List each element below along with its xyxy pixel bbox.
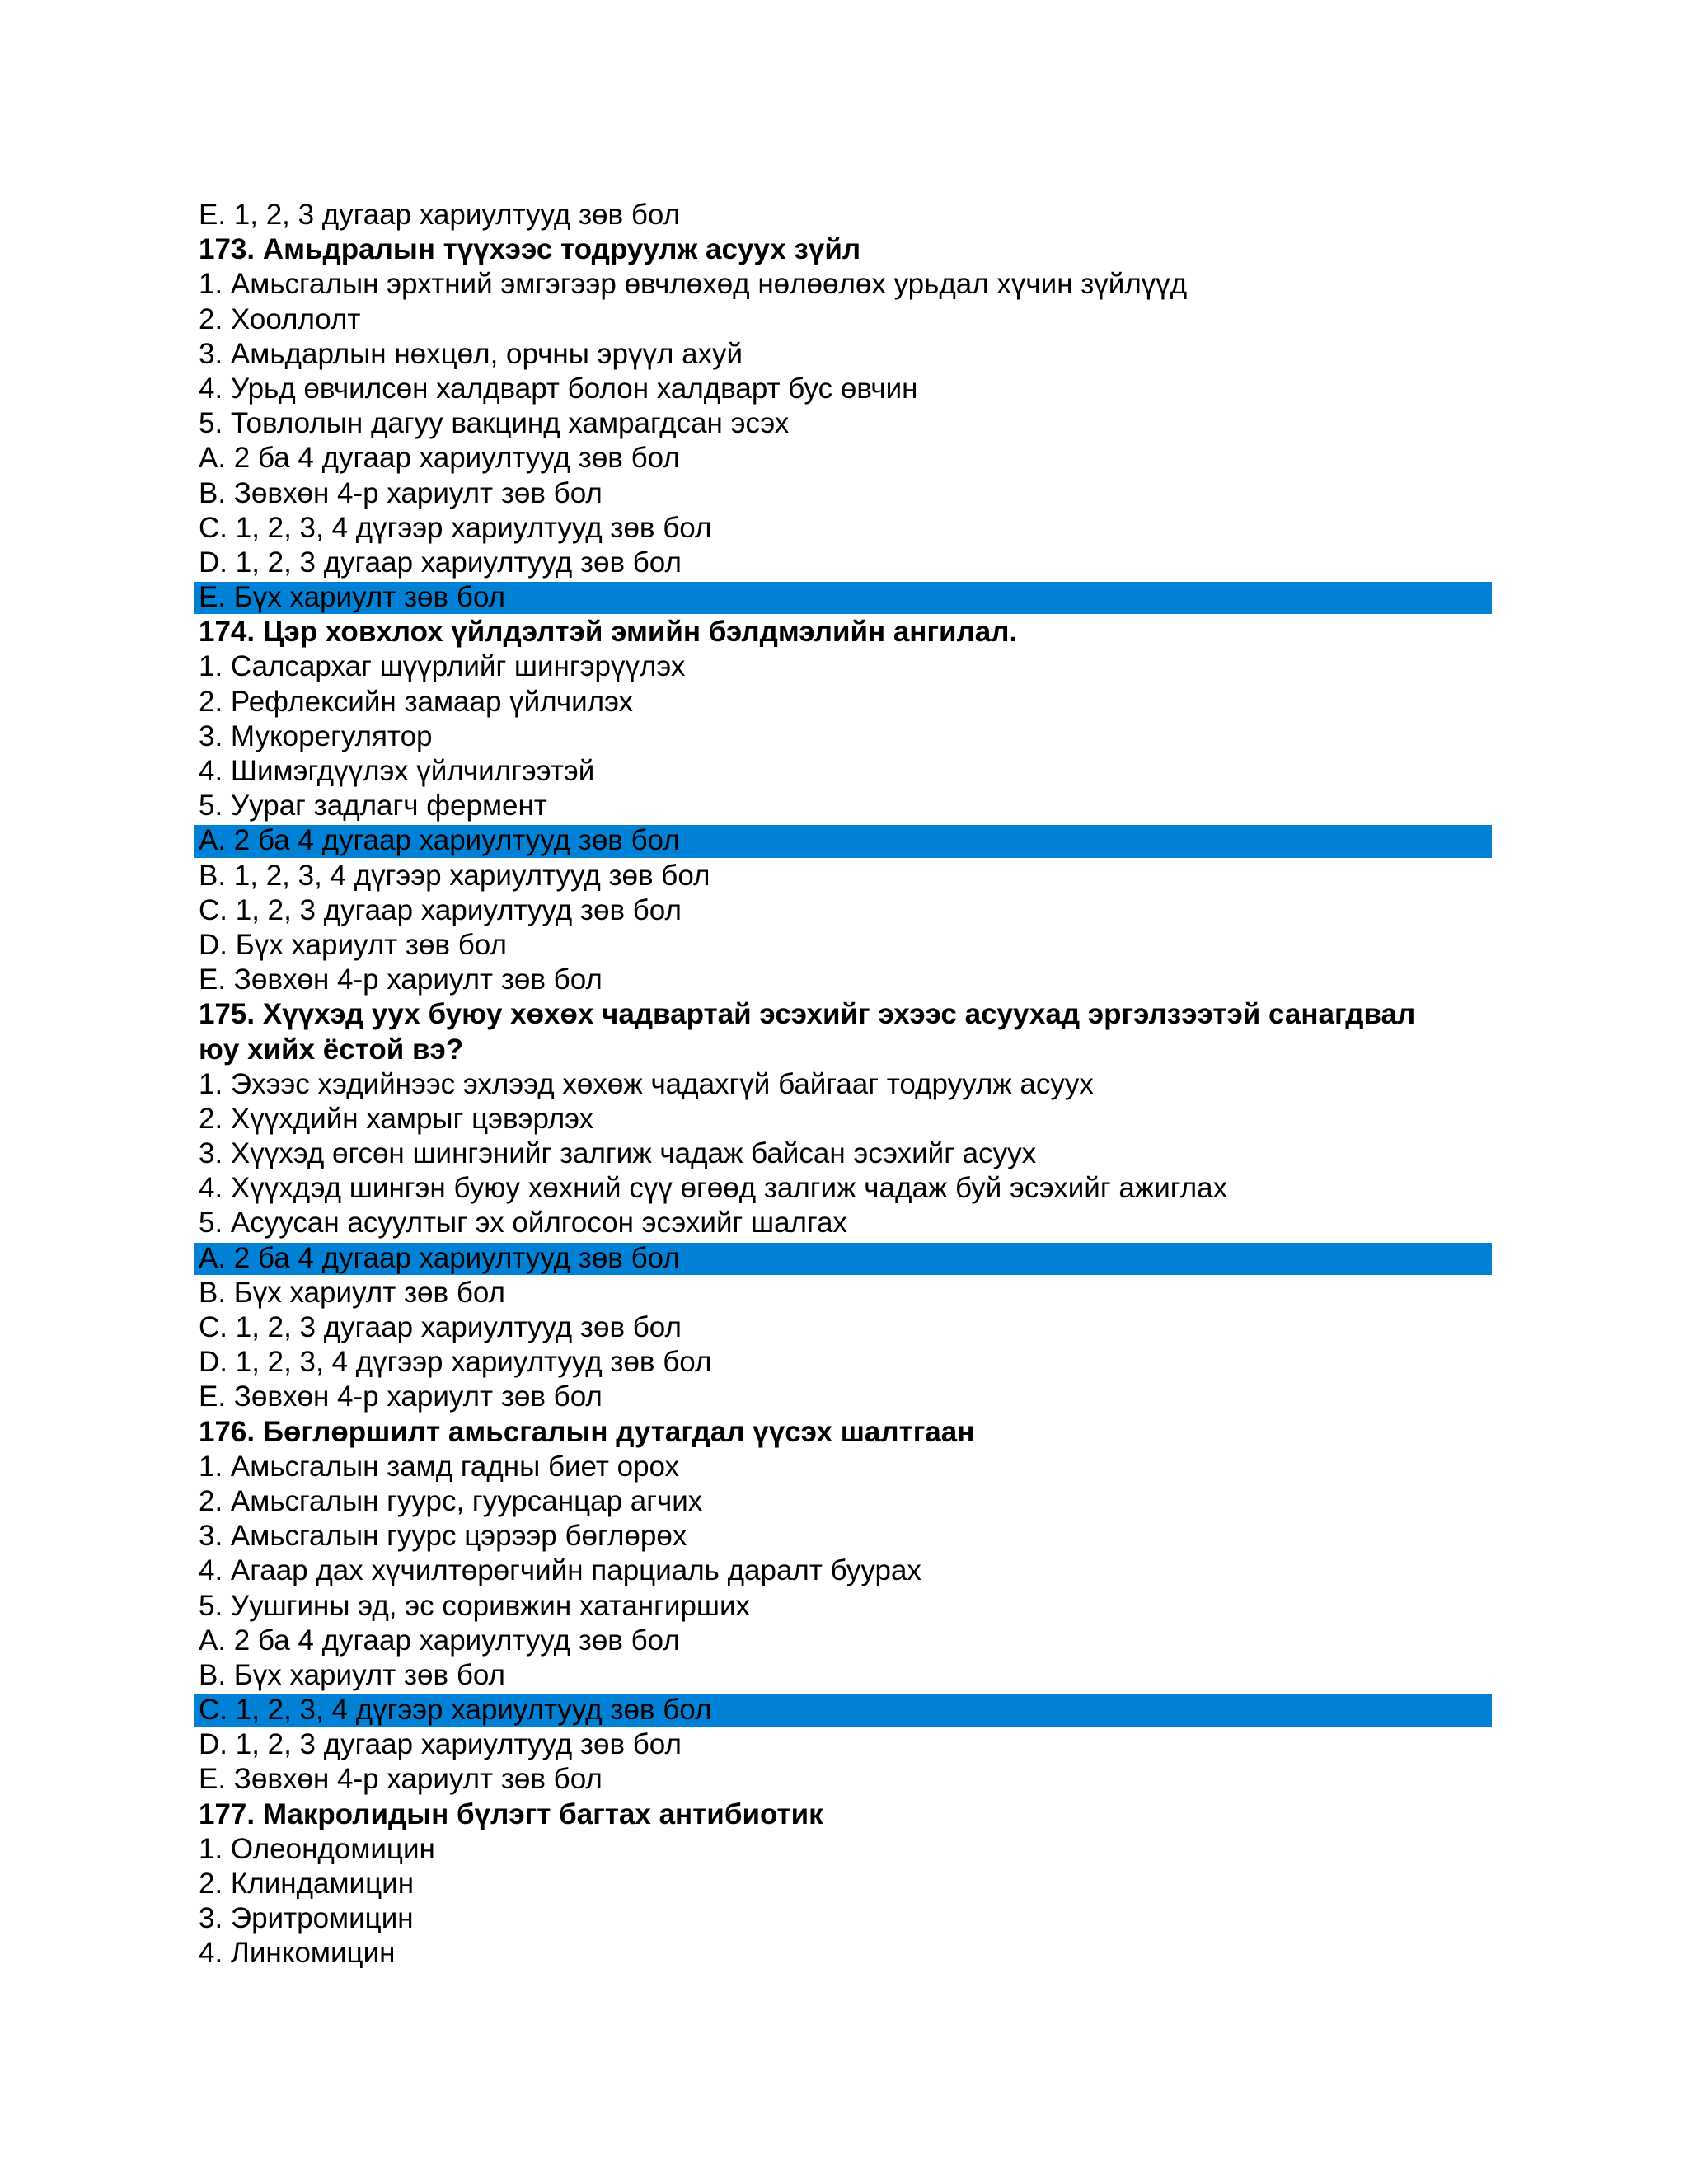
statement-item (0, 789, 1688, 823)
question-text (0, 615, 1688, 649)
line-text: A. 2 ба 4 дугаар хариултууд зөв бол (199, 824, 680, 857)
line-text: 4. Линкомицин (199, 1937, 396, 1970)
line-text: 4. Урьд өвчилсөн халдварт болон халдварт бус өвчин (199, 372, 918, 405)
line-text: 2. Клиндамицин (199, 1868, 415, 1900)
statement-item (0, 1484, 1688, 1519)
statement-item (0, 406, 1688, 441)
answer-option (0, 441, 1688, 476)
line-text: 175. Хүүхэд уух буюу хөхөх чадвартай эсэхийг эхээс асуухад эргэлзээтэй санагдвал (199, 998, 1416, 1031)
statement-item (0, 302, 1688, 337)
line-text: 177. Макролидын бүлэгт багтах антибиотик (199, 1797, 823, 1830)
statement-item (0, 372, 1688, 406)
document-page (0, 198, 1688, 1971)
statement-item (0, 754, 1688, 789)
line-text: 1. Эхээс хэдийнээс эхлээд хөхөж чадахгүй байгааг тодруулж асуух (199, 1067, 1094, 1100)
line-text: E. Зөвхөн 4-р хариулт зөв бол (199, 1763, 603, 1796)
line-text: 3. Мукорегулятор (199, 719, 433, 752)
line-text: B. Зөвхөн 4-р хариулт зөв бол (199, 476, 603, 509)
statement-item (0, 1519, 1688, 1554)
line-text: 4. Хүүхдэд шингэн буюу хөхний сүү өгөөд залгиж чадаж буй эсэхийг ажиглах (199, 1172, 1228, 1205)
statement-item (0, 1867, 1688, 1901)
line-text: 5. Уураг задлагч фермент (199, 790, 547, 823)
line-text: 2. Хүүхдийн хамрыг цэвэрлэх (199, 1102, 594, 1135)
answer-option (0, 963, 1688, 997)
answer-option (0, 1658, 1688, 1693)
statement-item (0, 649, 1688, 684)
line-text: D. 1, 2, 3, 4 дүгээр хариултууд зөв бол (199, 1346, 712, 1379)
line-text: 1. Амьсгалын эрхтний эмгэгээр өвчлөхөд нөлөөлөх урьдал хүчин зүйлүүд (199, 268, 1188, 301)
line-text: A. 2 ба 4 дугаар хариултууд зөв бол (199, 1624, 680, 1657)
statement-item (0, 1137, 1688, 1171)
answer-option (0, 1624, 1688, 1658)
answer-option (0, 198, 1688, 232)
line-text: юу хийх ёстой вэ? (199, 1033, 464, 1066)
line-text: 2. Рефлексийн замаар үйлчилэх (199, 685, 634, 718)
statement-item (0, 1450, 1688, 1484)
line-text: 5. Уушгины эд, эс соривжин хатангирших (199, 1589, 751, 1622)
statement-item (0, 1102, 1688, 1137)
line-text: 2. Хооллолт (199, 302, 361, 335)
statement-item (0, 719, 1688, 754)
line-text: 5. Товлолын дагуу вакцинд хамрагдсан эсэх (199, 407, 790, 440)
line-text: D. 1, 2, 3 дугаар хариултууд зөв бол (199, 546, 682, 579)
question-text (0, 232, 1688, 267)
line-text: C. 1, 2, 3, 4 дүгээр хариултууд зөв бол (199, 1694, 712, 1727)
line-text: 3. Хүүхэд өгсөн шингэнийг залгиж чадаж байсан эсэхийг асуух (199, 1137, 1037, 1170)
line-text: A. 2 ба 4 дугаар хариултууд зөв бол (199, 1241, 680, 1274)
line-text: D. 1, 2, 3 дугаар хариултууд зөв бол (199, 1728, 682, 1761)
answer-option-highlighted (0, 1241, 1688, 1276)
answer-option (0, 1276, 1688, 1310)
line-text: 3. Амьсгалын гуурс цэрээр бөглөрөх (199, 1520, 687, 1553)
question-text (0, 1415, 1688, 1450)
answer-option (0, 1727, 1688, 1762)
answer-option (0, 893, 1688, 928)
line-text: C. 1, 2, 3 дугаар хариултууд зөв бол (199, 1311, 682, 1343)
statement-item (0, 1206, 1688, 1240)
line-text: 1. Олеондомицин (199, 1832, 435, 1865)
statement-item (0, 1901, 1688, 1936)
line-text: A. 2 ба 4 дугаар хариултууд зөв бол (199, 442, 680, 475)
line-text: 3. Амьдарлын нөхцөл, орчны эрүүл ахуй (199, 337, 743, 370)
line-text: 2. Амьсгалын гуурс, гуурсанцар агчих (199, 1484, 703, 1517)
line-text: 4. Шимэгдүүлэх үйлчилгээтэй (199, 755, 595, 787)
answer-option (0, 476, 1688, 511)
line-text: 1. Салсархаг шүүрлийг шингэрүүлэх (199, 650, 686, 683)
statement-item (0, 1936, 1688, 1971)
question-text (0, 1797, 1688, 1832)
line-text: 176. Бөглөршилт амьсгалын дутагдал үүсэх шалтгаан (199, 1415, 975, 1448)
line-text: 5. Асуусан асуултыг эх ойлгосон эсэхийг шалгах (199, 1207, 847, 1240)
question-text (0, 997, 1688, 1032)
answer-option (0, 859, 1688, 893)
line-text: 173. Амьдралын түүхээс тодруулж асуух зүйл (199, 233, 861, 266)
statement-item (0, 337, 1688, 372)
answer-option (0, 511, 1688, 546)
line-text: B. Бүх хариулт зөв бол (199, 1276, 505, 1309)
answer-option (0, 1380, 1688, 1414)
line-text: E. 1, 2, 3 дугаар хариултууд зөв бол (199, 199, 680, 231)
statement-item (0, 1171, 1688, 1206)
line-text: C. 1, 2, 3 дугаар хариултууд зөв бол (199, 893, 682, 926)
answer-option (0, 1345, 1688, 1380)
statement-item (0, 1554, 1688, 1588)
statement-item (0, 1832, 1688, 1867)
line-text: 1. Амьсгалын замд гадны биет орох (199, 1450, 680, 1483)
statement-item (0, 1067, 1688, 1102)
line-text: E. Бүх хариулт зөв бол (199, 581, 505, 614)
answer-option (0, 928, 1688, 963)
answer-option-highlighted (0, 1693, 1688, 1727)
line-text: 4. Агаар дах хүчилтөрөгчийн парциаль даралт буурах (199, 1554, 921, 1587)
line-text: 3. Эритромицин (199, 1902, 414, 1935)
answer-option (0, 1762, 1688, 1797)
line-text: E. Зөвхөн 4-р хариулт зөв бол (199, 963, 603, 996)
line-text: C. 1, 2, 3, 4 дүгээр хариултууд зөв бол (199, 511, 712, 544)
answer-option-highlighted (0, 823, 1688, 858)
statement-item (0, 267, 1688, 302)
line-text: 174. Цэр ховхлох үйлдэлтэй эмийн бэлдмэлийн ангилал. (199, 616, 1018, 649)
line-text: B. 1, 2, 3, 4 дүгээр хариултууд зөв бол (199, 859, 710, 892)
line-text: E. Зөвхөн 4-р хариулт зөв бол (199, 1380, 603, 1413)
answer-option (0, 546, 1688, 580)
statement-item (0, 1589, 1688, 1624)
line-text: B. Бүх хариулт зөв бол (199, 1658, 505, 1691)
statement-item (0, 685, 1688, 719)
answer-option (0, 1310, 1688, 1345)
answer-option-highlighted (0, 580, 1688, 615)
question-text (0, 1033, 1688, 1067)
line-text: D. Бүх хариулт зөв бол (199, 928, 507, 961)
